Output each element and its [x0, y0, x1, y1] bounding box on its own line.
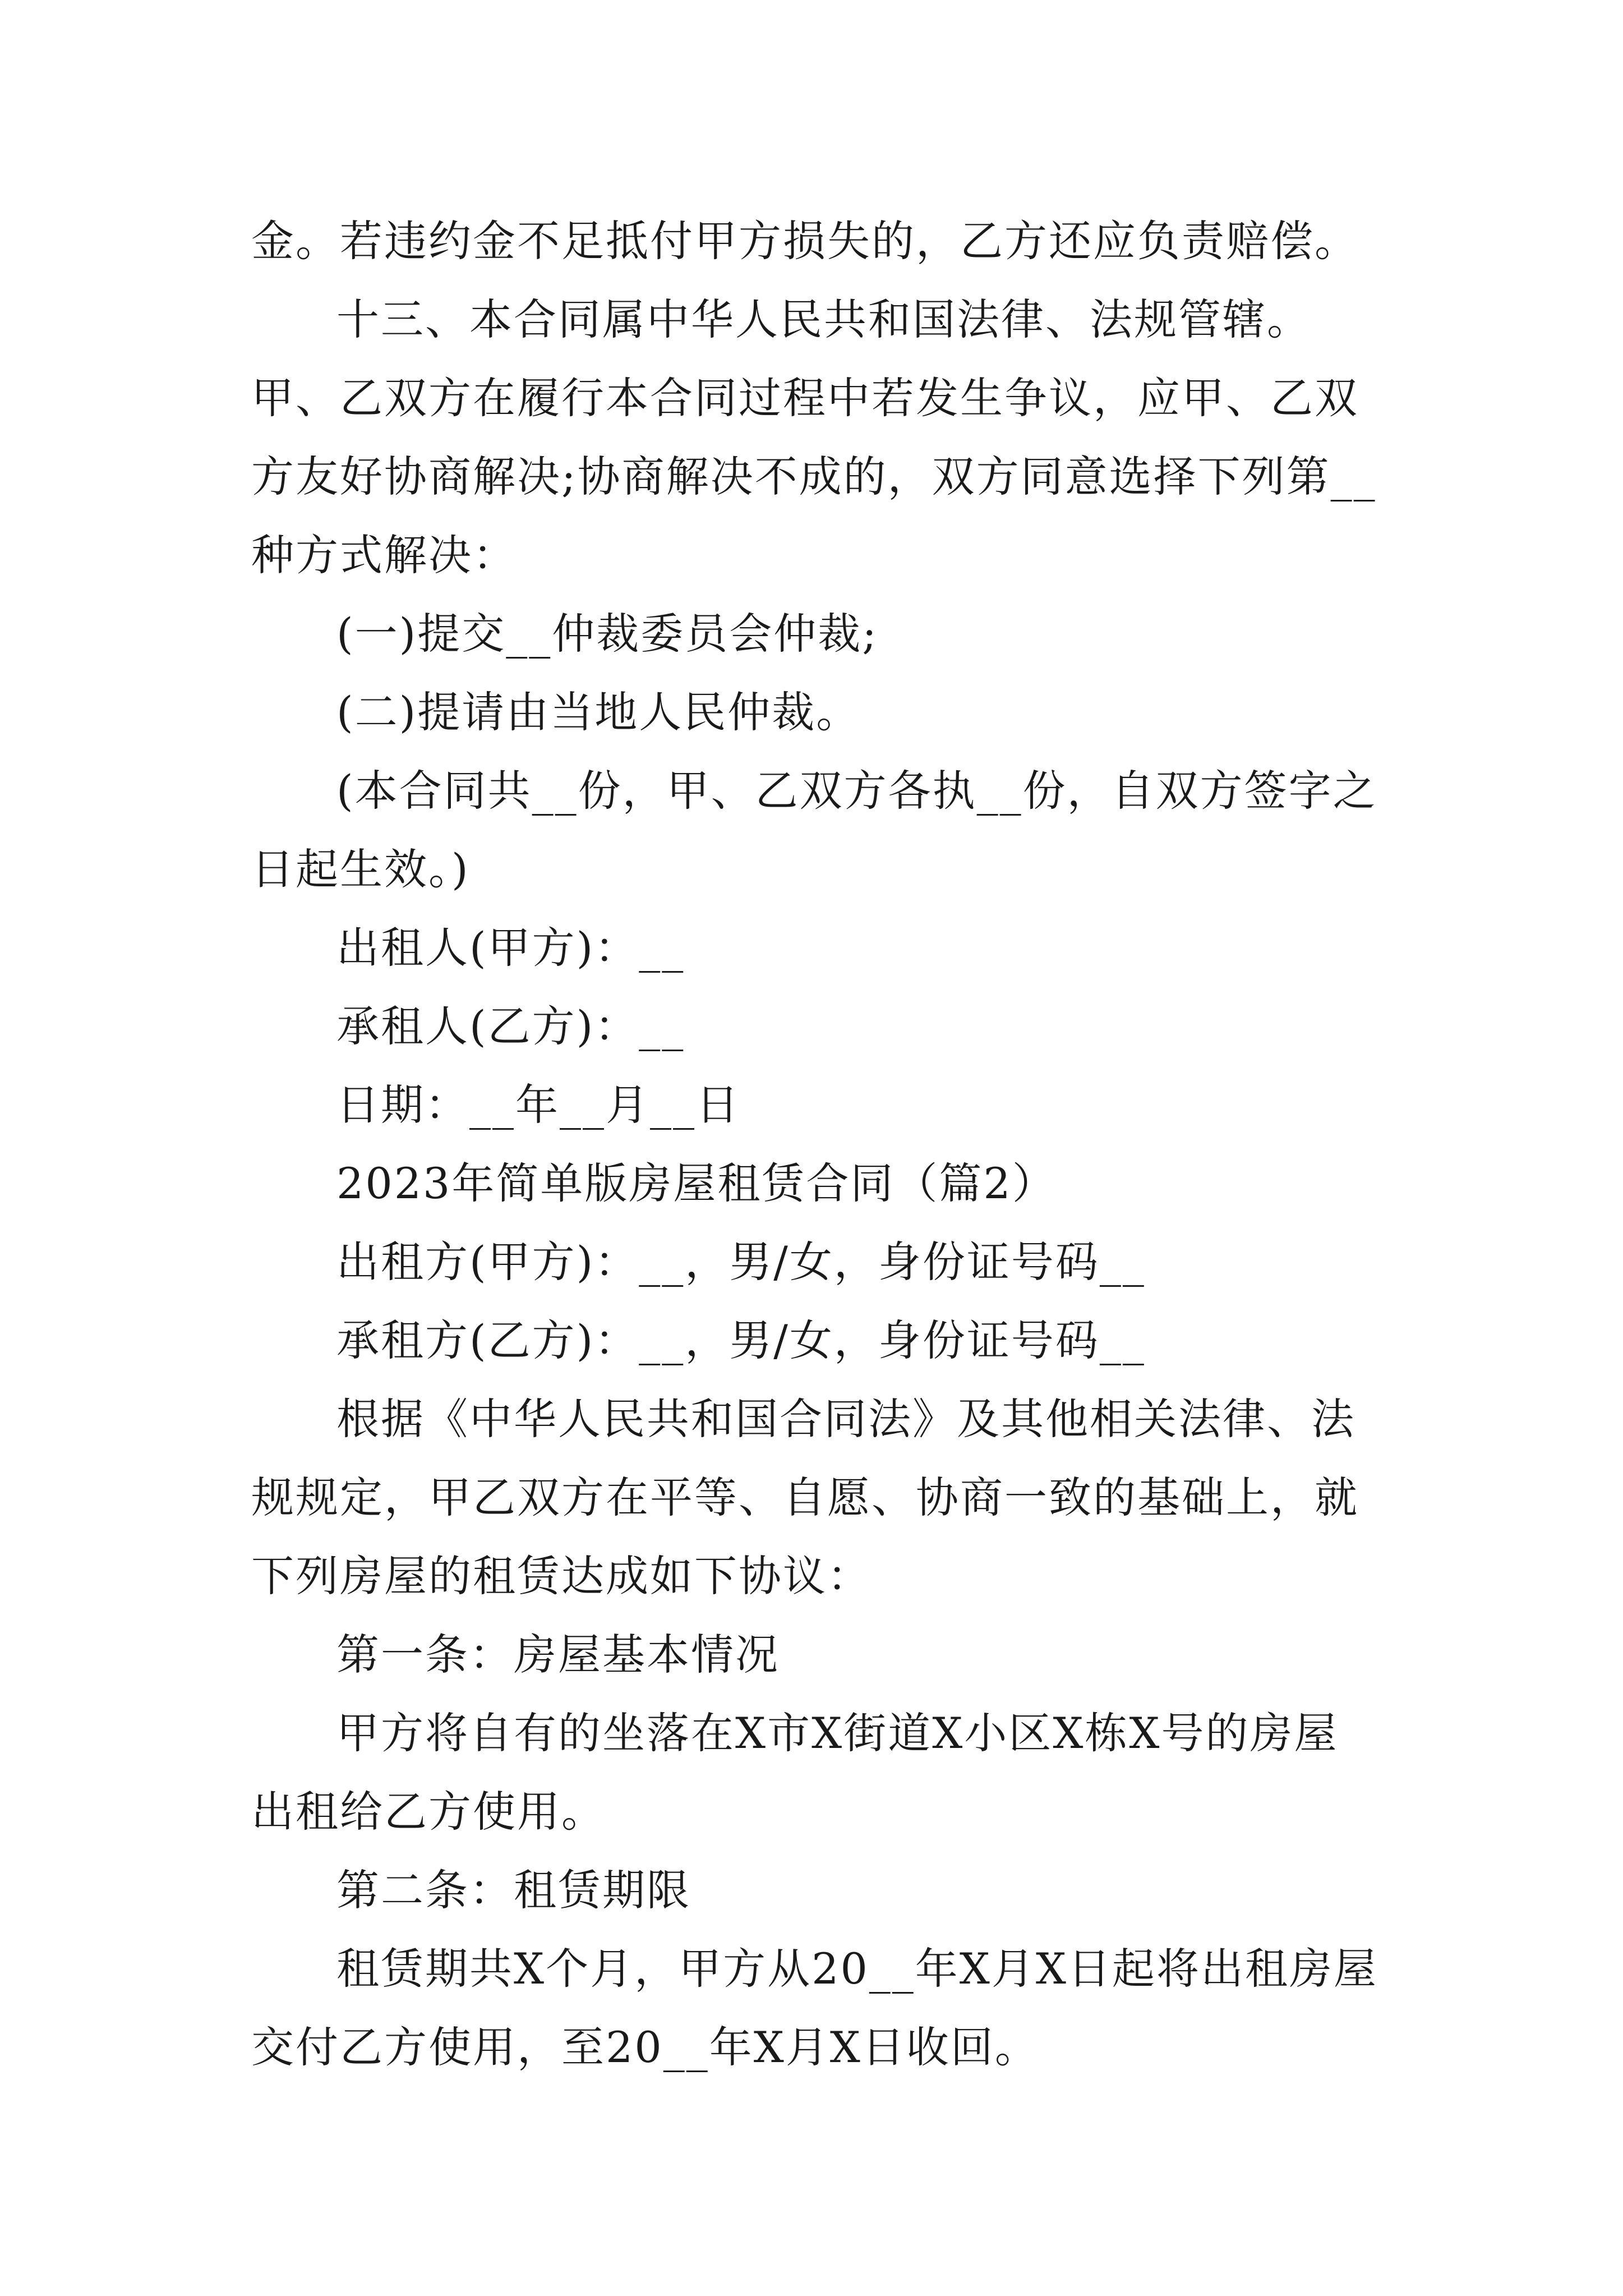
article-1-heading: 第一条：房屋基本情况 — [336, 1630, 780, 1680]
paragraph-option-local: (二)提请由当地人民仲裁。 — [336, 687, 861, 737]
article-2-heading: 第二条：租赁期限 — [336, 1865, 691, 1915]
paragraph-copies-effective: (本合同共__份，甲、乙双方各执__份，自双方签字之日起生效。) — [251, 766, 1377, 894]
party-lessee: 承租方(乙方)：__，男/女，身份证号码__ — [336, 1315, 1146, 1365]
paragraph-breach-compensation: 金。若违约金不足抵付甲方损失的，乙方还应负责赔偿。 — [251, 216, 1359, 266]
party-lessor: 出租方(甲方)：__，男/女，身份证号码__ — [336, 1237, 1146, 1287]
signature-lessor: 出租人(甲方)：__ — [336, 923, 685, 973]
paragraph-option-arbitration: (一)提交__仲裁委员会仲裁; — [336, 609, 878, 659]
document-body — [251, 202, 1378, 2087]
article-2-body: 租赁期共X个月，甲方从20__年X月X日起将出租房屋交付乙方使用，至20__年X月X日收回。 — [251, 1944, 1378, 2072]
paragraph-preamble: 根据《中华人民共和国合同法》及其他相关法律、法规规定，甲乙双方在平等、自愿、协商一致的基础上，就下列房屋的租赁达成如下协议： — [251, 1394, 1359, 1601]
signature-date: 日期：__年__月__日 — [336, 1080, 740, 1130]
signature-lessee: 承租人(乙方)：__ — [336, 1001, 685, 1051]
article-1-body: 甲方将自有的坐落在X市X街道X小区X栋X号的房屋出租给乙方使用。 — [251, 1708, 1339, 1837]
paragraph-article-13-jurisdiction: 十三、本合同属中华人民共和国法律、法规管辖。甲、乙双方在履行本合同过程中若发生争议，应甲、乙双方友好协商解决;协商解决不成的，双方同意选择下列第__种方式解决： — [251, 295, 1377, 580]
section-title-contract-2: 2023年简单版房屋租赁合同（篇2） — [336, 1158, 1057, 1208]
